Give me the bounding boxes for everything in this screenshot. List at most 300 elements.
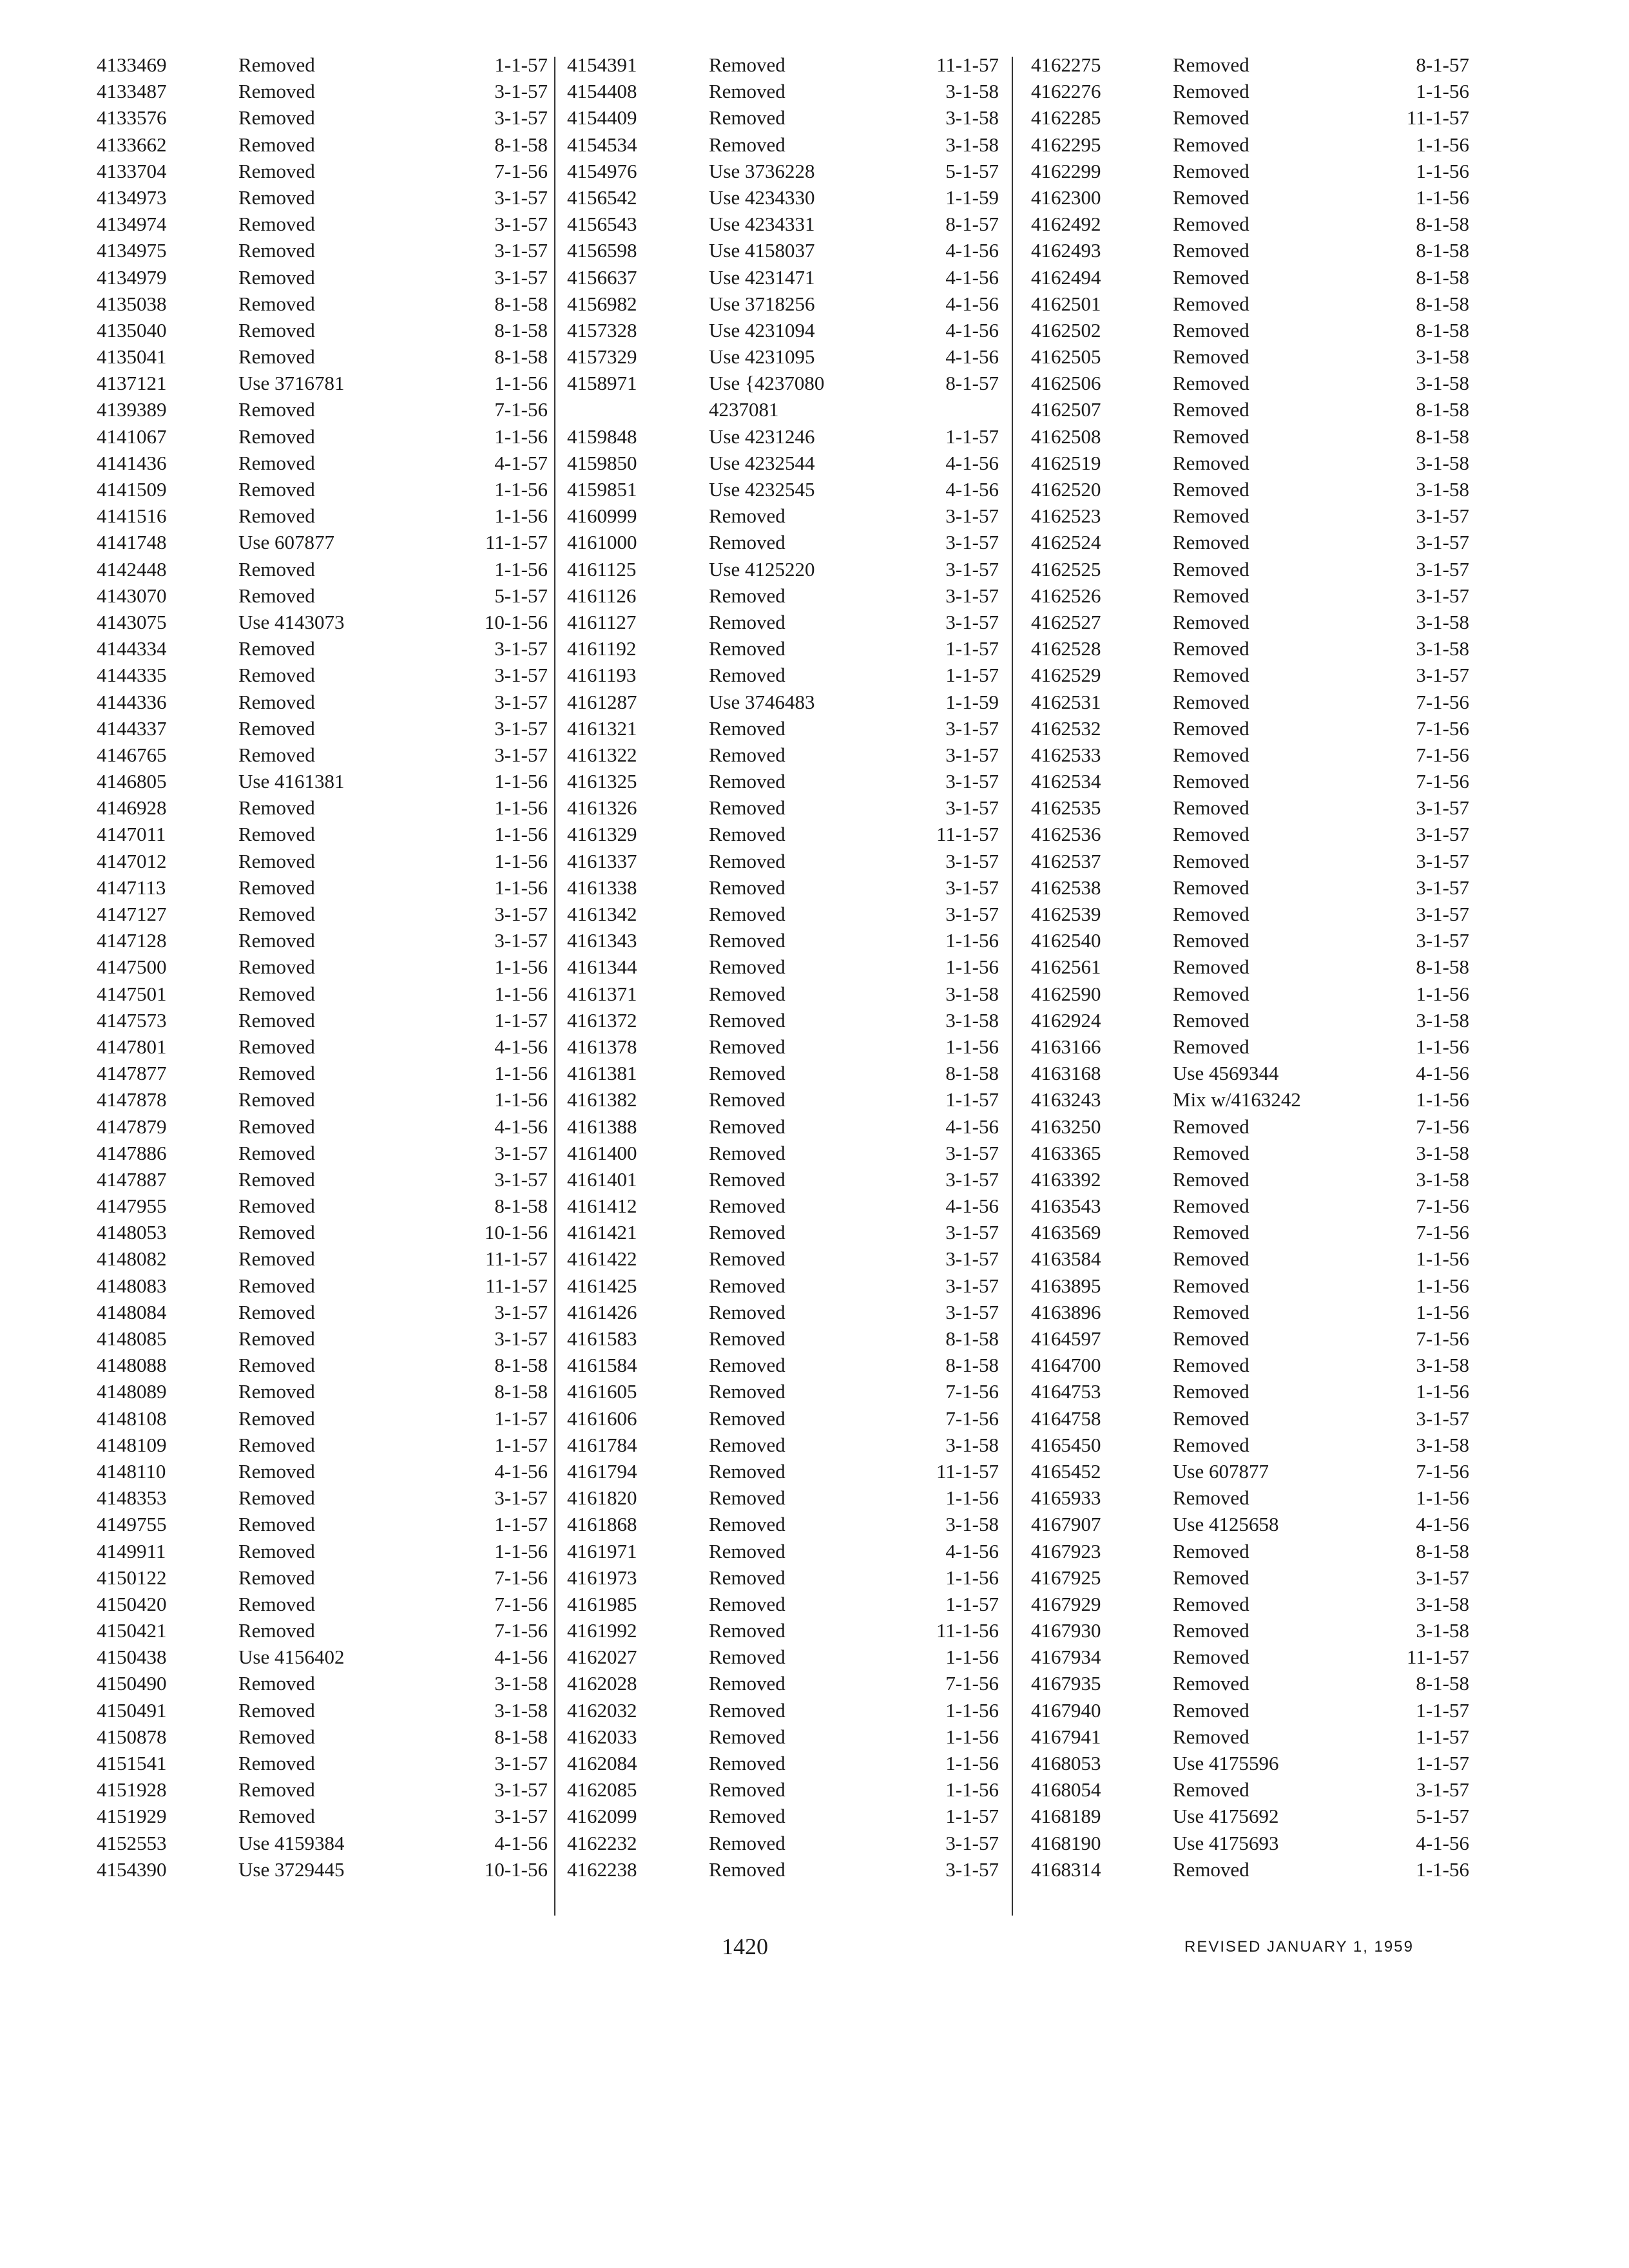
part-number: 4162506 [1031, 372, 1101, 395]
effective-date: 3-1-57 [1416, 876, 1469, 899]
disposition: Removed [238, 1354, 315, 1377]
disposition: Use 4232545 [709, 478, 815, 501]
disposition: Removed [709, 956, 786, 979]
effective-date: 3-1-58 [1416, 1354, 1469, 1377]
part-row [567, 768, 999, 794]
disposition: Removed [709, 1354, 786, 1377]
part-number: 4161794 [567, 1459, 637, 1483]
effective-date: 4-1-56 [494, 1459, 548, 1483]
part-row [97, 1166, 548, 1193]
effective-date: 3-1-58 [945, 106, 999, 130]
part-row [1031, 556, 1469, 582]
part-number: 4147128 [97, 929, 167, 952]
disposition: Use 4231095 [709, 345, 815, 369]
effective-date: 3-1-57 [945, 876, 999, 899]
disposition: Removed [238, 318, 315, 341]
part-number: 4162561 [1031, 956, 1101, 979]
effective-date: 1-1-56 [494, 1539, 548, 1562]
disposition: Removed [709, 1062, 786, 1085]
disposition: Removed [1173, 425, 1249, 448]
disposition: Removed [709, 637, 786, 660]
disposition: Removed [709, 1035, 786, 1058]
part-number: 4161287 [567, 690, 637, 713]
part-number: 4141067 [97, 425, 167, 448]
disposition: Removed [709, 106, 786, 130]
part-row [567, 1538, 999, 1564]
effective-date: 8-1-58 [494, 292, 548, 315]
disposition: Removed [1173, 1539, 1249, 1562]
part-row [97, 1564, 548, 1591]
parts-column-3 [1031, 52, 1469, 1883]
effective-date: 3-1-58 [1416, 372, 1469, 395]
part-row [567, 1166, 999, 1193]
disposition: Removed [1173, 159, 1249, 182]
effective-date: 1-1-56 [945, 1566, 999, 1589]
effective-date: 3-1-57 [945, 1858, 999, 1881]
disposition: Removed [238, 1407, 315, 1430]
part-number: 4154408 [567, 80, 637, 103]
effective-date: 3-1-58 [945, 1008, 999, 1032]
disposition: Removed [709, 1672, 786, 1695]
effective-date: 7-1-56 [1416, 1221, 1469, 1244]
part-row [1031, 291, 1469, 317]
disposition: Removed [709, 1115, 786, 1138]
part-row [567, 635, 999, 662]
part-number: 4163896 [1031, 1300, 1101, 1323]
part-row [97, 1299, 548, 1325]
effective-date: 11-1-57 [485, 1274, 548, 1297]
parts-column-2 [567, 52, 999, 1883]
part-row [567, 291, 999, 317]
disposition: Removed [238, 1300, 315, 1323]
disposition: Removed [1173, 1407, 1249, 1430]
effective-date: 3-1-57 [494, 1486, 548, 1510]
part-row [97, 954, 548, 980]
disposition: Use 607877 [1173, 1459, 1269, 1483]
disposition: Removed [1173, 664, 1249, 687]
part-number: 4156637 [567, 265, 637, 289]
disposition: Removed [1173, 1300, 1249, 1323]
disposition: Removed [238, 80, 315, 103]
effective-date: 8-1-57 [945, 213, 999, 236]
part-number: 4168314 [1031, 1858, 1101, 1881]
effective-date: 3-1-58 [1416, 610, 1469, 633]
effective-date: 4-1-56 [945, 1195, 999, 1218]
effective-date: 3-1-57 [494, 664, 548, 687]
disposition: Removed [709, 1698, 786, 1722]
effective-date: 3-1-57 [494, 929, 548, 952]
part-number: 4162300 [1031, 186, 1101, 209]
effective-date: 3-1-57 [494, 1300, 548, 1323]
part-row [567, 1060, 999, 1086]
disposition: Use 4569344 [1173, 1062, 1279, 1085]
part-row [1031, 848, 1469, 874]
part-row [97, 184, 548, 211]
part-row [97, 317, 548, 343]
part-number: 4147573 [97, 1008, 167, 1032]
disposition: Removed [709, 770, 786, 793]
part-number: 4150490 [97, 1672, 167, 1695]
part-number: 4150491 [97, 1698, 167, 1722]
disposition: Removed [709, 1247, 786, 1271]
part-number: 4163543 [1031, 1195, 1101, 1218]
part-number: 4133576 [97, 106, 167, 130]
part-number: 4163569 [1031, 1221, 1101, 1244]
effective-date: 1-1-56 [494, 956, 548, 979]
effective-date: 1-1-57 [494, 53, 548, 76]
disposition: Removed [1173, 213, 1249, 236]
effective-date: 11-1-57 [1407, 106, 1469, 130]
part-row [97, 291, 548, 317]
part-row [1031, 158, 1469, 184]
part-row [567, 1007, 999, 1033]
effective-date: 3-1-57 [945, 716, 999, 740]
part-number: 4162505 [1031, 345, 1101, 369]
effective-date: 3-1-57 [945, 1300, 999, 1323]
part-row [1031, 1856, 1469, 1883]
part-row [567, 1273, 999, 1299]
part-number: 4147955 [97, 1195, 167, 1218]
part-row [97, 1325, 548, 1352]
part-number: 4147501 [97, 982, 167, 1005]
part-row [1031, 396, 1469, 423]
part-number: 4161388 [567, 1115, 637, 1138]
part-row [1031, 104, 1469, 131]
effective-date: 8-1-58 [1416, 292, 1469, 315]
effective-date: 1-1-57 [945, 664, 999, 687]
part-number: 4165933 [1031, 1486, 1101, 1510]
part-number: 4161401 [567, 1168, 637, 1191]
effective-date: 3-1-57 [494, 1168, 548, 1191]
disposition: Removed [1173, 345, 1249, 369]
part-number: 4167930 [1031, 1619, 1101, 1642]
effective-date: 3-1-58 [1416, 1008, 1469, 1032]
effective-date: 8-1-57 [945, 372, 999, 395]
disposition: Removed [238, 956, 315, 979]
part-row [567, 78, 999, 104]
part-number: 4167923 [1031, 1539, 1101, 1562]
disposition: Removed [1173, 1221, 1249, 1244]
disposition: Use 4231094 [709, 318, 815, 341]
part-number: 4147127 [97, 903, 167, 925]
part-number: 4148109 [97, 1433, 167, 1456]
part-row [97, 1538, 548, 1564]
disposition: Removed [238, 505, 315, 528]
disposition: Use 4175596 [1173, 1752, 1279, 1774]
disposition: Mix w/4163242 [1173, 1088, 1301, 1111]
part-number: 4150878 [97, 1725, 167, 1748]
effective-date: 4-1-57 [494, 451, 548, 474]
effective-date: 8-1-58 [1416, 213, 1469, 236]
part-number: 4159848 [567, 425, 637, 448]
part-number: 4161326 [567, 796, 637, 820]
part-number: 4161381 [567, 1062, 637, 1085]
disposition: Removed [709, 1858, 786, 1881]
part-number: 4162525 [1031, 557, 1101, 581]
part-number: 4148083 [97, 1274, 167, 1297]
disposition: Use 4232544 [709, 451, 815, 474]
disposition: Removed [238, 1062, 315, 1085]
disposition: Removed [1173, 265, 1249, 289]
disposition: Removed [709, 584, 786, 607]
part-row [567, 1458, 999, 1485]
disposition: Removed [1173, 1380, 1249, 1403]
part-row [1031, 794, 1469, 821]
part-row [97, 1245, 548, 1272]
part-number: 4161992 [567, 1619, 637, 1642]
effective-date: 1-1-56 [1416, 1380, 1469, 1403]
part-row [97, 1724, 548, 1750]
part-row [1031, 1511, 1469, 1537]
part-number: 4161337 [567, 849, 637, 872]
part-row [1031, 1830, 1469, 1856]
effective-date: 8-1-58 [1416, 398, 1469, 421]
part-row [97, 848, 548, 874]
part-number: 4161425 [567, 1274, 637, 1297]
part-row [1031, 1432, 1469, 1458]
disposition: Removed [1173, 398, 1249, 421]
part-row [1031, 476, 1469, 503]
disposition: Removed [709, 1433, 786, 1456]
part-number: 4148084 [97, 1300, 167, 1323]
part-row [97, 476, 548, 503]
part-number: 4161985 [567, 1592, 637, 1615]
part-row [1031, 131, 1469, 158]
effective-date: 4-1-56 [945, 1115, 999, 1138]
part-number: 4161343 [567, 929, 637, 952]
part-number: 4162285 [1031, 106, 1101, 130]
part-row [97, 1750, 548, 1776]
disposition: Removed [238, 929, 315, 952]
part-number: 4148082 [97, 1247, 167, 1271]
part-number: 4162032 [567, 1698, 637, 1722]
part-row [1031, 901, 1469, 927]
effective-date: 10-1-56 [484, 610, 548, 633]
disposition: Removed [238, 982, 315, 1005]
part-number: 4162502 [1031, 318, 1101, 341]
effective-date: 3-1-57 [1416, 557, 1469, 581]
part-row [567, 1325, 999, 1352]
disposition: Removed [709, 1539, 786, 1562]
effective-date: 7-1-56 [945, 1672, 999, 1695]
part-row [97, 1219, 548, 1245]
part-number: 4161378 [567, 1035, 637, 1058]
part-row [1031, 582, 1469, 609]
part-number: 4151541 [97, 1752, 167, 1774]
part-number: 4167940 [1031, 1698, 1101, 1722]
part-row [1031, 370, 1469, 396]
part-row [97, 450, 548, 476]
effective-date: 3-1-58 [945, 982, 999, 1005]
part-row [1031, 1113, 1469, 1140]
part-row [97, 927, 548, 954]
part-row [97, 662, 548, 688]
effective-date: 8-1-58 [945, 1354, 999, 1377]
part-row [1031, 1697, 1469, 1724]
effective-date: 4-1-56 [945, 265, 999, 289]
part-row [567, 211, 999, 237]
disposition: Removed [238, 1592, 315, 1615]
disposition: Removed [1173, 584, 1249, 607]
effective-date: 3-1-57 [494, 903, 548, 925]
disposition: Use {4237080 [709, 372, 825, 395]
disposition: Removed [238, 1619, 315, 1642]
effective-date: 8-1-58 [1416, 239, 1469, 262]
effective-date: 3-1-57 [1416, 1566, 1469, 1589]
disposition: Removed [238, 1459, 315, 1483]
disposition: Removed [238, 637, 315, 660]
disposition: Removed [238, 903, 315, 925]
disposition: Removed [238, 1698, 315, 1722]
effective-date: 3-1-58 [945, 1513, 999, 1536]
effective-date: 1-1-57 [945, 1592, 999, 1615]
effective-date: 4-1-56 [494, 1646, 548, 1669]
effective-date: 3-1-57 [945, 1831, 999, 1854]
part-number: 4143075 [97, 610, 167, 633]
part-row [567, 104, 999, 131]
part-row [567, 927, 999, 954]
effective-date: 1-1-57 [945, 1088, 999, 1111]
part-row [567, 1299, 999, 1325]
effective-date: 3-1-57 [1416, 505, 1469, 528]
disposition: Removed [1173, 770, 1249, 793]
disposition: Removed [1173, 929, 1249, 952]
effective-date: 3-1-58 [945, 1433, 999, 1456]
disposition: Removed [709, 796, 786, 820]
part-number: 4147011 [97, 823, 166, 846]
part-number: 4162232 [567, 1831, 637, 1854]
effective-date: 11-1-57 [936, 53, 999, 76]
effective-date: 3-1-58 [494, 1698, 548, 1722]
effective-date: 3-1-57 [494, 743, 548, 766]
disposition: Removed [709, 80, 786, 103]
disposition: Removed [1173, 610, 1249, 633]
part-number: 4163166 [1031, 1035, 1101, 1058]
part-number: 4162507 [1031, 398, 1101, 421]
effective-date: 4-1-56 [945, 292, 999, 315]
part-number: 4161000 [567, 531, 637, 554]
part-row [97, 529, 548, 555]
effective-date: 1-1-56 [494, 425, 548, 448]
part-number: 4154976 [567, 159, 637, 182]
part-number: 4135041 [97, 345, 167, 369]
part-number: 4133469 [97, 53, 167, 76]
effective-date: 3-1-57 [945, 770, 999, 793]
part-row [97, 370, 548, 396]
part-row [97, 821, 548, 847]
part-row [567, 715, 999, 742]
disposition: Removed [238, 1088, 315, 1111]
part-number: 4162084 [567, 1752, 637, 1774]
effective-date: 4-1-56 [945, 478, 999, 501]
disposition: Removed [1173, 372, 1249, 395]
part-row [1031, 742, 1469, 768]
effective-date: 3-1-58 [1416, 1433, 1469, 1456]
disposition: Removed [238, 557, 315, 581]
disposition: Removed [709, 53, 786, 76]
disposition: Use 3718256 [709, 292, 815, 315]
effective-date: 3-1-57 [1416, 823, 1469, 846]
disposition: Removed [238, 1195, 315, 1218]
part-number: 4160999 [567, 505, 637, 528]
effective-date: 1-1-56 [1416, 186, 1469, 209]
effective-date: 3-1-57 [494, 1752, 548, 1774]
effective-date: 4-1-56 [1416, 1513, 1469, 1536]
part-row [567, 1352, 999, 1378]
part-row [97, 1511, 548, 1537]
part-row [567, 131, 999, 158]
part-number: 4162533 [1031, 743, 1101, 766]
effective-date: 8-1-58 [945, 1062, 999, 1085]
disposition: Removed [1173, 1195, 1249, 1218]
effective-date: 1-1-56 [1416, 1088, 1469, 1111]
part-row [97, 423, 548, 450]
part-number: 4149755 [97, 1513, 167, 1536]
disposition: Removed [1173, 743, 1249, 766]
part-number: 4162501 [1031, 292, 1101, 315]
disposition: Removed [238, 398, 315, 421]
effective-date: 7-1-56 [1416, 770, 1469, 793]
effective-date: 8-1-58 [1416, 1539, 1469, 1562]
effective-date: 3-1-58 [945, 133, 999, 156]
disposition: Removed [1173, 982, 1249, 1005]
part-number: 4156982 [567, 292, 637, 315]
part-row [567, 821, 999, 847]
part-row [97, 1113, 548, 1140]
disposition: Removed [238, 1247, 315, 1271]
disposition: Removed [238, 159, 315, 182]
part-number: 4137121 [97, 372, 167, 395]
part-number: 4147801 [97, 1035, 167, 1058]
part-number: 4148353 [97, 1486, 167, 1510]
part-row [97, 1485, 548, 1511]
effective-date: 1-1-56 [494, 876, 548, 899]
part-number: 4162295 [1031, 133, 1101, 156]
effective-date: 1-1-56 [1416, 1858, 1469, 1881]
part-row [97, 689, 548, 715]
part-number: 4168190 [1031, 1831, 1101, 1854]
effective-date: 1-1-57 [494, 1513, 548, 1536]
part-number: 4146765 [97, 743, 167, 766]
effective-date: 4-1-56 [1416, 1062, 1469, 1085]
effective-date: 1-1-59 [945, 186, 999, 209]
effective-date: 1-1-56 [1416, 159, 1469, 182]
part-row [567, 582, 999, 609]
part-row [1031, 768, 1469, 794]
effective-date: 1-1-57 [945, 637, 999, 660]
part-row [1031, 1405, 1469, 1432]
effective-date: 3-1-57 [1416, 849, 1469, 872]
part-row [567, 1670, 999, 1696]
disposition: Removed [1173, 903, 1249, 925]
part-row [1031, 78, 1469, 104]
part-row [1031, 1273, 1469, 1299]
part-row [567, 1856, 999, 1883]
disposition: Removed [1173, 956, 1249, 979]
effective-date: 3-1-58 [945, 80, 999, 103]
effective-date: 5-1-57 [1416, 1805, 1469, 1828]
effective-date: 3-1-57 [1416, 796, 1469, 820]
effective-date: 3-1-57 [945, 505, 999, 528]
column-divider [554, 57, 555, 1916]
part-row [1031, 1485, 1469, 1511]
part-number: 4133662 [97, 133, 167, 156]
effective-date: 1-1-57 [494, 1433, 548, 1456]
part-number: 4162275 [1031, 53, 1101, 76]
part-number: 4134979 [97, 265, 167, 289]
effective-date: 1-1-56 [945, 1035, 999, 1058]
part-number: 4162532 [1031, 716, 1101, 740]
